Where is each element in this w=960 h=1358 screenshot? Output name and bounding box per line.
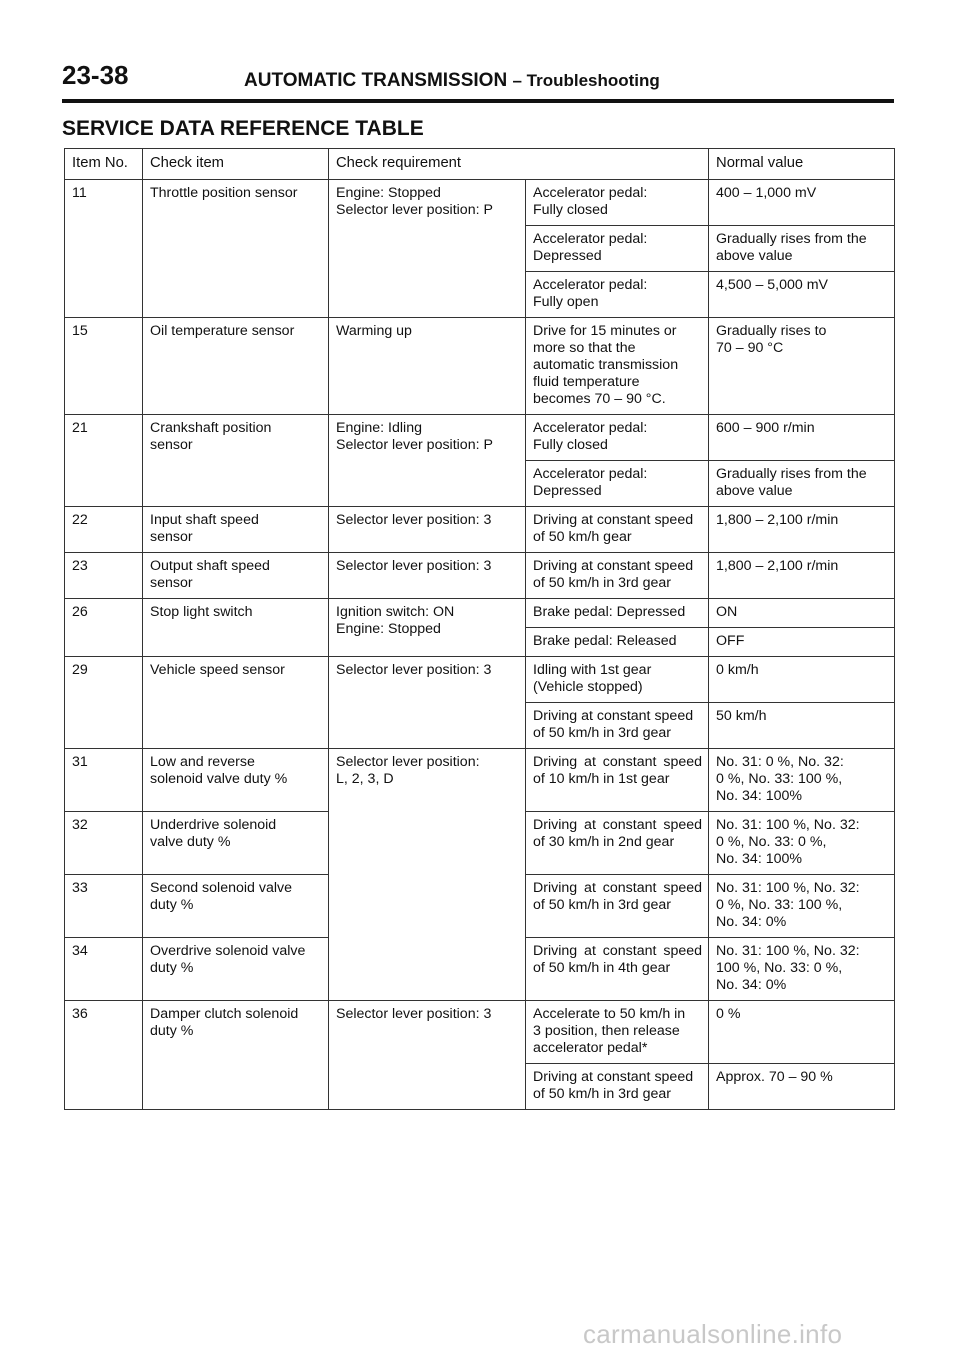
- header-item-no: Item No.: [65, 149, 143, 180]
- table-row: [65, 318, 895, 415]
- normal-value: 50 km/h: [709, 703, 895, 749]
- header-check-item: Check item: [143, 149, 329, 180]
- normal-value: Approx. 70 – 90 %: [709, 1064, 895, 1110]
- normal-value: 400 – 1,000 mV: [709, 180, 895, 226]
- check-condition: Driving at constant speed of 50 km/h in 3rd gear: [526, 703, 709, 749]
- check-requirement: Selector lever position: 3: [329, 1001, 526, 1110]
- check-condition: Accelerate to 50 km/h in 3 position, then release accelerator pedal*: [526, 1001, 709, 1064]
- check-condition: Brake pedal: Depressed: [526, 599, 709, 628]
- check-item: Underdrive solenoid valve duty %: [143, 812, 329, 875]
- normal-value: 4,500 – 5,000 mV: [709, 272, 895, 318]
- check-requirement: Engine: Stopped Selector lever position: P: [329, 180, 526, 318]
- normal-value: 1,800 – 2,100 r/min: [709, 507, 895, 553]
- item-number: 21: [65, 415, 143, 507]
- check-requirement: Selector lever position: 3: [329, 657, 526, 749]
- check-requirement: Warming up: [329, 318, 526, 415]
- check-condition: Accelerator pedal: Fully closed: [526, 415, 709, 461]
- check-condition: Driving at constant speed of 50 km/h in 3rd gear: [526, 1064, 709, 1110]
- normal-value: OFF: [709, 628, 895, 657]
- item-number: 26: [65, 599, 143, 657]
- check-item: Stop light switch: [143, 599, 329, 657]
- normal-value: 1,800 – 2,100 r/min: [709, 553, 895, 599]
- normal-value: No. 31: 0 %, No. 32: 0 %, No. 33: 100 %, No. 34: 100%: [709, 749, 895, 812]
- normal-value: ON: [709, 599, 895, 628]
- table-row: [65, 415, 895, 461]
- check-item: Crankshaft position sensor: [143, 415, 329, 507]
- header-normal-value: Normal value: [709, 149, 895, 180]
- item-number: 23: [65, 553, 143, 599]
- normal-value: 600 – 900 r/min: [709, 415, 895, 461]
- check-condition: Brake pedal: Released: [526, 628, 709, 657]
- service-data-reference-table: [64, 148, 895, 1110]
- check-requirement: Selector lever position: 3: [329, 553, 526, 599]
- table-row: [65, 657, 895, 703]
- check-condition: Driving at constant speed of 50 km/h in 3rd gear: [526, 875, 709, 938]
- table-row: [65, 1001, 895, 1064]
- normal-value: No. 31: 100 %, No. 32: 0 %, No. 33: 100 %, No. 34: 0%: [709, 875, 895, 938]
- table-row: [65, 507, 895, 553]
- check-condition: Driving at constant speed of 30 km/h in 2nd gear: [526, 812, 709, 875]
- check-condition: Driving at constant speed of 50 km/h gear: [526, 507, 709, 553]
- check-condition: Drive for 15 minutes or more so that the automatic transmission fluid temperature becomes 70 – 90 °C.: [526, 318, 709, 415]
- normal-value: 0 %: [709, 1001, 895, 1064]
- check-condition: Idling with 1st gear (Vehicle stopped): [526, 657, 709, 703]
- normal-value: Gradually rises from the above value: [709, 226, 895, 272]
- item-number: 33: [65, 875, 143, 938]
- check-condition: Accelerator pedal: Depressed: [526, 226, 709, 272]
- check-condition: Driving at constant speed of 50 km/h in 3rd gear: [526, 553, 709, 599]
- check-requirement: Ignition switch: ON Engine: Stopped: [329, 599, 526, 657]
- check-item: Overdrive solenoid valve duty %: [143, 938, 329, 1001]
- check-requirement: Selector lever position: L, 2, 3, D: [329, 749, 526, 1001]
- normal-value: Gradually rises to 70 – 90 °C: [709, 318, 895, 415]
- item-number: 36: [65, 1001, 143, 1110]
- watermark-text: carmanualsonline.info: [583, 1319, 843, 1349]
- check-item: Throttle position sensor: [143, 180, 329, 318]
- check-condition: Driving at constant speed of 10 km/h in 1st gear: [526, 749, 709, 812]
- table-row: [65, 599, 895, 628]
- normal-value: No. 31: 100 %, No. 32: 0 %, No. 33: 0 %, No. 34: 100%: [709, 812, 895, 875]
- normal-value: Gradually rises from the above value: [709, 461, 895, 507]
- item-number: 32: [65, 812, 143, 875]
- check-item: Low and reverse solenoid valve duty %: [143, 749, 329, 812]
- check-item: Damper clutch solenoid duty %: [143, 1001, 329, 1110]
- header-main-title: AUTOMATIC TRANSMISSION: [244, 70, 508, 91]
- table-row: [65, 180, 895, 226]
- page-header-title: [244, 70, 660, 92]
- check-condition: Accelerator pedal: Fully open: [526, 272, 709, 318]
- check-item: Output shaft speed sensor: [143, 553, 329, 599]
- check-item: Vehicle speed sensor: [143, 657, 329, 749]
- check-condition: Accelerator pedal: Depressed: [526, 461, 709, 507]
- check-condition: Driving at constant speed of 50 km/h in 4th gear: [526, 938, 709, 1001]
- table-row: [65, 749, 895, 812]
- item-number: 15: [65, 318, 143, 415]
- item-number: 22: [65, 507, 143, 553]
- check-requirement: Selector lever position: 3: [329, 507, 526, 553]
- item-number: 11: [65, 180, 143, 318]
- check-item: Second solenoid valve duty %: [143, 875, 329, 938]
- section-title: SERVICE DATA REFERENCE TABLE: [62, 117, 424, 140]
- check-item: Input shaft speed sensor: [143, 507, 329, 553]
- check-condition: Accelerator pedal: Fully closed: [526, 180, 709, 226]
- normal-value: No. 31: 100 %, No. 32: 100 %, No. 33: 0 %, No. 34: 0%: [709, 938, 895, 1001]
- page-number: 23-38: [62, 60, 129, 90]
- table-header-row: [65, 149, 895, 180]
- header-check-requirement: Check requirement: [329, 149, 709, 180]
- item-number: 34: [65, 938, 143, 1001]
- header-subtitle: – Troubleshooting: [512, 71, 660, 90]
- service-data-table-container: [64, 148, 894, 1110]
- header-rule: [62, 99, 894, 103]
- normal-value: 0 km/h: [709, 657, 895, 703]
- check-requirement: Engine: Idling Selector lever position: P: [329, 415, 526, 507]
- item-number: 31: [65, 749, 143, 812]
- item-number: 29: [65, 657, 143, 749]
- check-item: Oil temperature sensor: [143, 318, 329, 415]
- table-row: [65, 553, 895, 599]
